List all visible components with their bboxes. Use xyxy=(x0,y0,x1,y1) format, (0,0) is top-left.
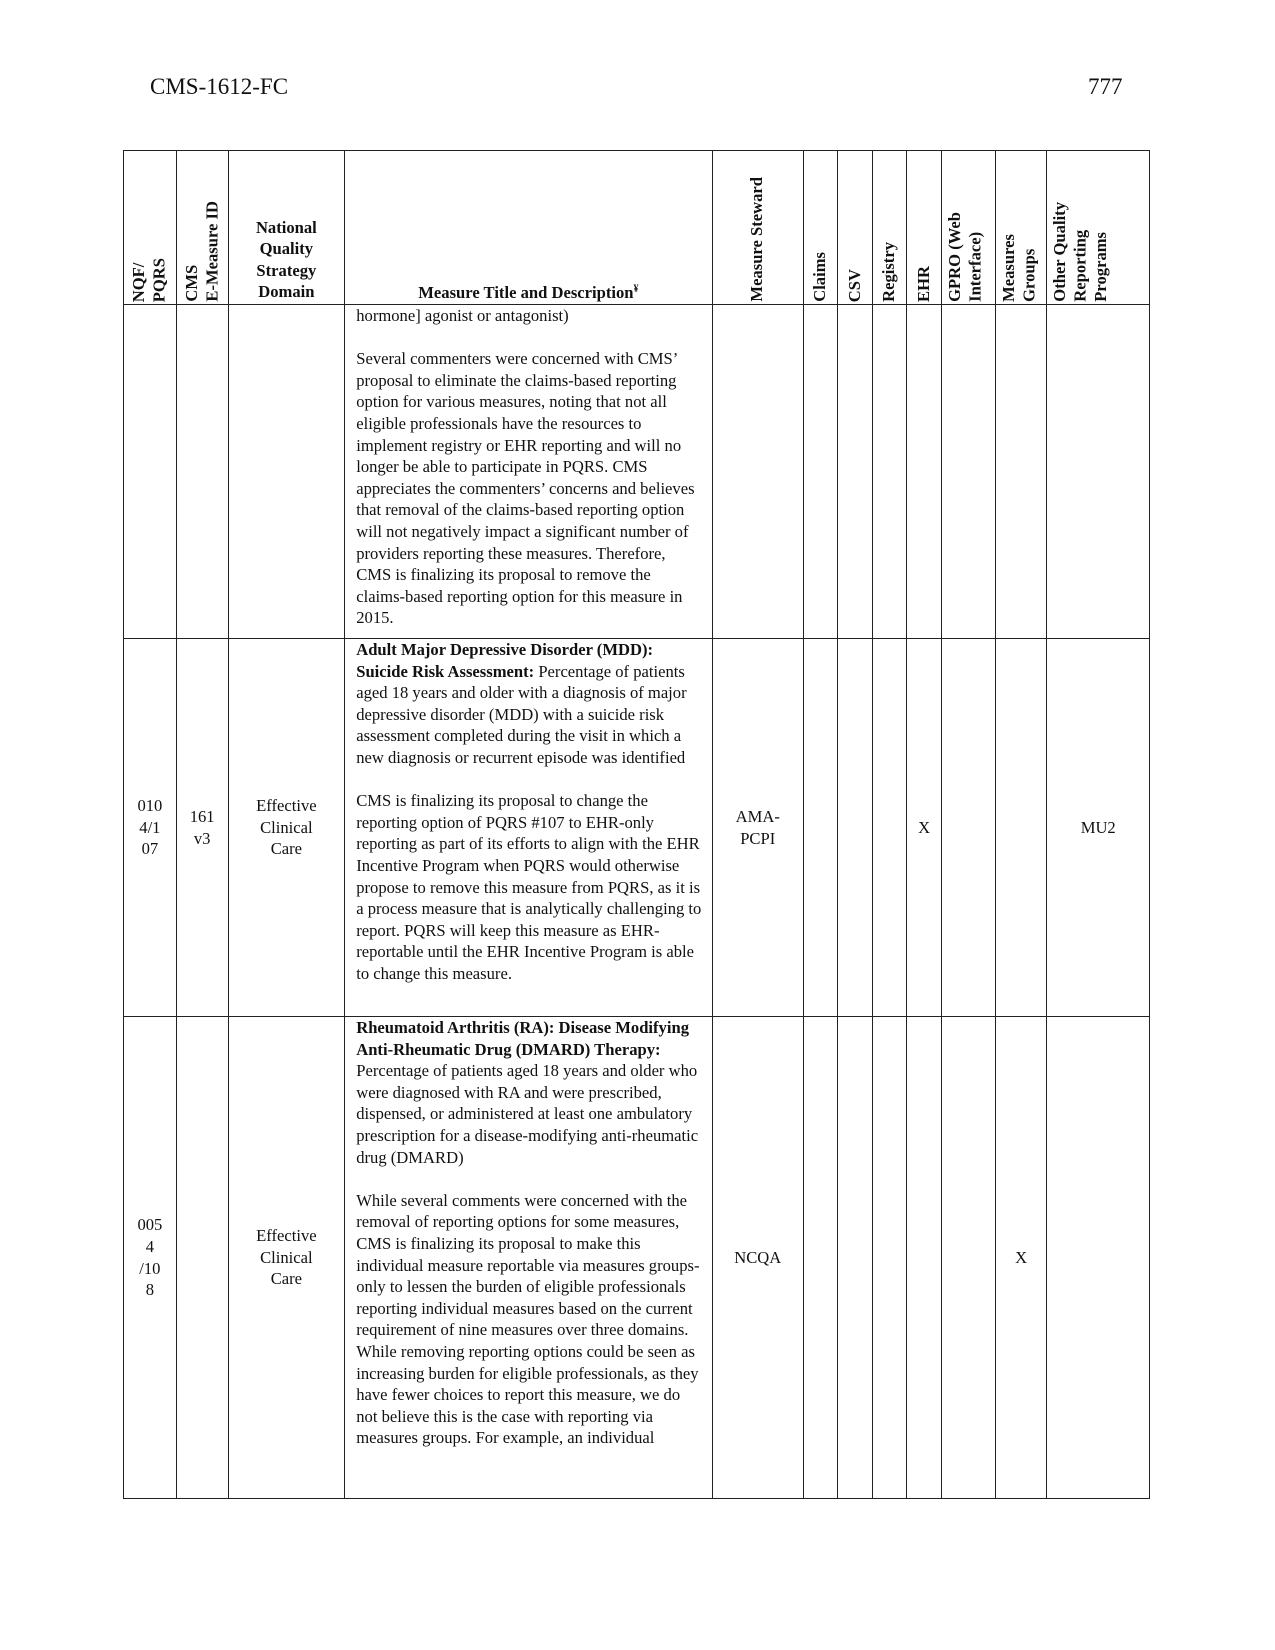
cell-registry xyxy=(872,639,907,1017)
header-registry: Registry xyxy=(872,151,907,305)
cell-registry xyxy=(872,305,907,639)
measure-title: Adult Major Depressive Disorder (MDD): Suicide Risk Assessment: xyxy=(356,640,654,681)
cell-steward: NCQA xyxy=(712,1017,803,1499)
header-other-programs: Other Quality Reporting Programs xyxy=(1047,151,1150,305)
cell-registry xyxy=(872,1017,907,1499)
cell-ehr xyxy=(907,1017,942,1499)
cell-groups: X xyxy=(995,1017,1047,1499)
cell-steward xyxy=(712,305,803,639)
table-row xyxy=(124,305,1150,639)
cell-csv xyxy=(838,639,873,1017)
cell-nqf: 010 4/1 07 xyxy=(124,639,177,1017)
cell-cms: 161 v3 xyxy=(176,639,228,1017)
header-csv: CSV xyxy=(838,151,873,305)
cell-domain xyxy=(228,305,345,639)
cell-csv xyxy=(838,305,873,639)
header-gpro: GPRO (Web Interface) xyxy=(941,151,995,305)
header-nqf-pqrs: NQF/ PQRS xyxy=(124,151,177,305)
cell-csv xyxy=(838,1017,873,1499)
cell-groups xyxy=(995,639,1047,1017)
cell-gpro xyxy=(941,1017,995,1499)
cell-gpro xyxy=(941,639,995,1017)
cell-nqf xyxy=(124,305,177,639)
header-title: Measure Title and Description¥ xyxy=(345,151,712,305)
cell-other xyxy=(1047,1017,1150,1499)
cell-cms xyxy=(176,1017,228,1499)
cell-nqf: 005 4 /10 8 xyxy=(124,1017,177,1499)
cell-groups xyxy=(995,305,1047,639)
cell-other: MU2 xyxy=(1047,639,1150,1017)
page-number: 777 xyxy=(1088,74,1123,99)
cell-claims xyxy=(803,1017,838,1499)
cell-steward: AMA- PCPI xyxy=(712,639,803,1017)
cell-domain: Effective Clinical Care xyxy=(228,1017,345,1499)
cell-gpro xyxy=(941,305,995,639)
measures-table xyxy=(123,150,1150,1499)
document-id: CMS-1612-FC xyxy=(150,74,289,99)
header-domain: National Quality Strategy Domain xyxy=(228,151,345,305)
header-steward: Measure Steward xyxy=(712,151,803,305)
header-cms-emeasure-id: CMS E-Measure ID xyxy=(176,151,228,305)
cell-ehr: X xyxy=(907,639,942,1017)
cell-domain: Effective Clinical Care xyxy=(228,639,345,1017)
cell-cms xyxy=(176,305,228,639)
cell-description: Adult Major Depressive Disorder (MDD): Suicide Risk Assessment: Percentage of patients aged 18 years and older with a diagnosis of major depressive disorder (MDD) with a suicide risk assessment completed during the visit in which a new diagnosis or recurrent episode was identified CMS is finalizing its proposal to change the reporting option of PQRS #107 to EHR-only reporting as part of its efforts to align with the EHR Incentive Program when PQRS would otherwise propose to remove this measure from PQRS, as it is a process measure that is analytically challenging to report. PQRS will keep this measure as EHR-reportable until the EHR Incentive Program is able to change this measure. xyxy=(345,639,712,1017)
cell-ehr xyxy=(907,305,942,639)
cell-claims xyxy=(803,639,838,1017)
measure-title: Rheumatoid Arthritis (RA): Disease Modifying Anti-Rheumatic Drug (DMARD) Therapy: xyxy=(356,1018,689,1059)
header-claims: Claims xyxy=(803,151,838,305)
table-row xyxy=(124,639,1150,1017)
header-measures-groups: Measures Groups xyxy=(995,151,1047,305)
cell-other xyxy=(1047,305,1150,639)
cell-description: Rheumatoid Arthritis (RA): Disease Modifying Anti-Rheumatic Drug (DMARD) Therapy: Percentage of patients aged 18 years and older who were diagnosed with RA and were prescribed, dispensed, or administered at least one ambulatory prescription for a disease-modifying anti-rheumatic drug (DMARD) While several comments were concerned with the removal of reporting options for some measures, CMS is finalizing its proposal to make this individual measure reportable via measures groups-only to lessen the burden of eligible professionals reporting individual measures based on the current requirement of nine measures over three domains. While removing reporting options could be seen as increasing burden for eligible professionals, as they have fewer choices to report this measure, we do not believe this is the case with reporting via measures groups. For example, an individual xyxy=(345,1017,712,1499)
table-row xyxy=(124,1017,1150,1499)
header-ehr: EHR xyxy=(907,151,942,305)
cell-description: hormone] agonist or antagonist) Several commenters were concerned with CMS’ proposal to eliminate the claims-based reporting option for various measures, noting that not all eligible professionals have the resources to implement registry or EHR reporting and will no longer be able to participate in PQRS. CMS appreciates the commenters’ concerns and believes that removal of the claims-based reporting option will not negatively impact a significant number of providers reporting these measures. Therefore, CMS is finalizing its proposal to remove the claims-based reporting option for this measure in 2015. xyxy=(345,305,712,639)
cell-claims xyxy=(803,305,838,639)
